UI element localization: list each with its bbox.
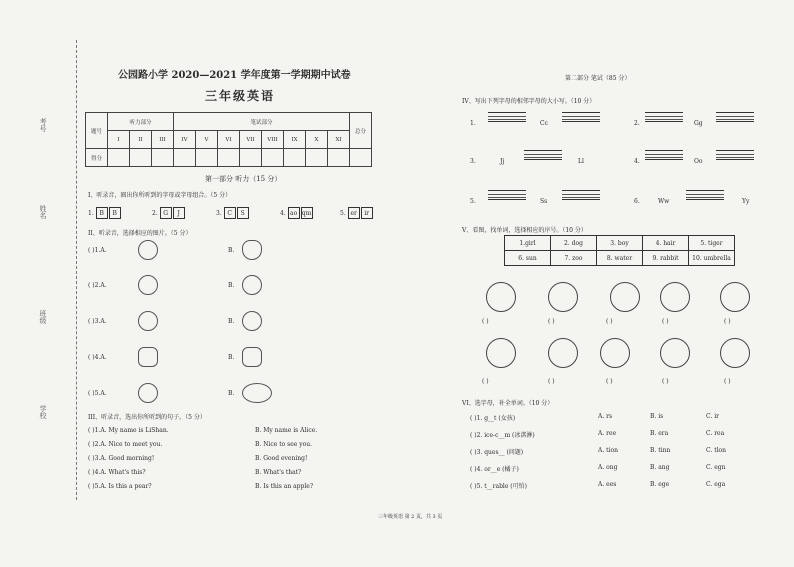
q4-num: 2. — [634, 120, 640, 127]
q3-option-a[interactable]: ( )2.A. Nice to meet you. — [88, 441, 163, 448]
q2-item-3[interactable]: ( )3.A. — [88, 318, 107, 325]
answer-paren[interactable]: ( ) — [662, 318, 669, 325]
boy-picture-icon — [486, 282, 516, 312]
q5-title: V、看图，找单词，选择相应的序号。（10 分） — [462, 227, 587, 234]
word-bank-item: 1.girl — [505, 236, 551, 251]
score-cell[interactable] — [350, 149, 372, 167]
letter-box[interactable]: ao — [288, 207, 300, 219]
word-bank-item: 9. rabbit — [643, 251, 689, 266]
eye-picture-icon — [548, 282, 578, 312]
score-col: X — [306, 131, 328, 149]
word-bank-item: 4. hair — [643, 236, 689, 251]
girl-picture-icon — [486, 338, 516, 368]
score-label-points: 得分 — [86, 149, 108, 167]
writing-lines[interactable] — [645, 112, 683, 122]
q6-option-c[interactable]: C. ega — [706, 481, 726, 488]
q6-option-a[interactable]: A. rs — [598, 413, 613, 420]
q3-option-a[interactable]: ( )3.A. Good morning! — [88, 455, 155, 462]
writing-lines[interactable] — [562, 190, 600, 200]
score-col: VII — [240, 131, 262, 149]
q2-item-2[interactable]: ( )2.A. — [88, 282, 107, 289]
side-label-exam-no: 考号 — [39, 118, 47, 132]
cat-picture-icon — [242, 275, 262, 295]
side-label-name: 姓名 — [39, 205, 47, 219]
writing-lines[interactable] — [716, 112, 754, 122]
score-col: VIII — [262, 131, 284, 149]
q1-item: 5. er ir — [340, 207, 374, 219]
score-cell[interactable] — [130, 149, 152, 167]
q6-question: ( )3. ques__ (问题) — [470, 449, 524, 456]
q1-item: 3. C S — [216, 207, 250, 219]
q2-item-4[interactable]: ( )4.A. — [88, 354, 107, 361]
q6-question: ( )2. ice-c__m (冰淇淋) — [470, 432, 535, 439]
side-label-school: 学校 — [39, 405, 47, 419]
q6-option-a[interactable]: A. ees — [598, 481, 617, 488]
word-bank-item: 2. dog — [551, 236, 597, 251]
q3-option-b[interactable]: B. Nice to see you. — [255, 441, 313, 448]
water-picture-icon — [720, 282, 750, 312]
score-col: I — [108, 131, 130, 149]
eye-picture-icon — [138, 311, 158, 331]
writing-lines[interactable] — [645, 150, 683, 160]
score-cell[interactable] — [174, 149, 196, 167]
score-label-question: 题号 — [86, 113, 108, 149]
q6-option-b[interactable]: B. ang — [650, 464, 670, 471]
score-col: XI — [328, 131, 350, 149]
q2-item-1[interactable]: ( )1.A. — [88, 247, 107, 254]
writing-lines[interactable] — [488, 112, 526, 122]
drink-picture-icon — [138, 347, 158, 367]
q6-option-c[interactable]: C. tlon — [706, 447, 726, 454]
q4-num: 4. — [634, 158, 640, 165]
answer-paren[interactable]: ( ) — [482, 318, 489, 325]
writing-lines[interactable] — [562, 112, 600, 122]
score-col: II — [130, 131, 152, 149]
q3-option-b[interactable]: B. Good evening! — [255, 455, 308, 462]
q2-b-label[interactable]: B. — [228, 282, 235, 289]
q4-title: IV、写出下列字母的相邻字母的大小写。（10 分） — [462, 98, 596, 105]
binding-dashed-line — [76, 40, 77, 500]
word-bank-item: 3. boy — [597, 236, 643, 251]
q4-num: 3. — [470, 158, 476, 165]
swan-picture-icon — [610, 282, 640, 312]
score-col: IV — [174, 131, 196, 149]
q1-item: 2. G J — [152, 207, 186, 219]
page-footer: 三年级英语 第 2 页，共 3 页 — [378, 514, 443, 520]
q6-option-b[interactable]: B. is — [650, 413, 664, 420]
letter-box[interactable]: J — [173, 207, 185, 219]
q4-num: 5. — [470, 198, 476, 205]
q6-option-b[interactable]: B. tinn — [650, 447, 671, 454]
subject-title: 三年级英语 — [205, 89, 276, 103]
word-bank-item: 5. tiger — [689, 236, 735, 251]
score-cell[interactable] — [262, 149, 284, 167]
letter-box[interactable]: B — [109, 207, 121, 219]
pear-picture-icon — [242, 240, 262, 260]
score-group-written: 笔试部分 — [174, 113, 350, 131]
q3-option-b[interactable]: B. What's that? — [255, 469, 302, 476]
q3-option-a[interactable]: ( )1.A. My name is LiShan. — [88, 427, 169, 434]
q2-b-label[interactable]: B. — [228, 354, 235, 361]
sun-picture-icon — [660, 282, 690, 312]
q6-question: ( )4. or__e (橘子) — [470, 466, 519, 473]
score-col: VI — [218, 131, 240, 149]
letter-box[interactable]: ir — [361, 207, 373, 219]
score-cell[interactable] — [240, 149, 262, 167]
q1-item: 4. ao qm — [280, 207, 314, 219]
q4-letter: Cc — [540, 120, 548, 127]
q6-option-a[interactable]: A. tion — [598, 447, 618, 454]
q6-option-b[interactable]: B. era — [650, 430, 669, 437]
q1-item: 1. B B — [88, 207, 122, 219]
word-bank-item: 7. zoo — [551, 251, 597, 266]
food-picture-icon — [242, 383, 272, 403]
face-picture-icon — [138, 275, 158, 295]
answer-paren[interactable]: ( ) — [724, 378, 731, 385]
rabbit-picture-icon — [660, 338, 690, 368]
q3-option-a[interactable]: ( )5.A. Is this a pear? — [88, 483, 152, 490]
score-cell[interactable] — [152, 149, 174, 167]
q3-option-b[interactable]: B. Is this an apple? — [255, 483, 314, 490]
score-cell[interactable] — [218, 149, 240, 167]
score-col: IX — [284, 131, 306, 149]
letter-box[interactable]: B — [96, 207, 108, 219]
q6-option-a[interactable]: A. ong — [598, 464, 618, 471]
word-bank-item: 6. sun — [505, 251, 551, 266]
side-label-class: 班级 — [39, 310, 47, 324]
word-bank-item: 8. water — [597, 251, 643, 266]
q4-letter: Jj — [500, 158, 505, 165]
q4-letter: Ww — [658, 198, 670, 205]
letter-box[interactable]: er — [348, 207, 360, 219]
score-cell[interactable] — [328, 149, 350, 167]
dog-picture-icon — [720, 338, 750, 368]
q6-title: VI、选字母，补全单词。（10 分） — [462, 400, 554, 407]
q3-title: III、听录音，选出你所听到的句子。（5 分） — [88, 414, 206, 421]
letter-box[interactable]: C — [224, 207, 236, 219]
q6-question: ( )5. t__rable (可怕) — [470, 483, 527, 490]
writing-lines[interactable] — [716, 150, 754, 160]
answer-paren[interactable]: ( ) — [482, 378, 489, 385]
q4-num: 6. — [634, 198, 640, 205]
answer-paren[interactable]: ( ) — [606, 318, 613, 325]
answer-paren[interactable]: ( ) — [548, 378, 555, 385]
score-total: 总分 — [350, 113, 372, 149]
q6-option-b[interactable]: B. ege — [650, 481, 670, 488]
q6-option-c[interactable]: C. rea — [706, 430, 725, 437]
word-bank-table — [504, 235, 735, 266]
writing-lines[interactable] — [686, 190, 724, 200]
umbrella-picture-icon — [548, 338, 578, 368]
bag-picture-icon — [242, 347, 262, 367]
q3-option-b[interactable]: B. My name is Alice. — [255, 427, 318, 434]
score-cell[interactable] — [284, 149, 306, 167]
score-cell[interactable] — [306, 149, 328, 167]
q4-letter: Oo — [694, 158, 703, 165]
writing-lines[interactable] — [488, 190, 526, 200]
q4-num: 1. — [470, 120, 476, 127]
part2-heading: 第二部分 笔试（85 分） — [565, 75, 631, 82]
q6-option-c[interactable]: C. ir — [706, 413, 719, 420]
q4-letter: Yy — [742, 198, 750, 205]
school-title: 公园路小学 2020—2021 学年度第一学期期中试卷 — [118, 70, 351, 81]
q4-letter: Ll — [578, 158, 584, 165]
score-col: V — [196, 131, 218, 149]
score-col: III — [152, 131, 174, 149]
sun-face-picture-icon — [242, 311, 262, 331]
score-cell[interactable] — [196, 149, 218, 167]
q4-letter: Ss — [540, 198, 548, 205]
word-bank-item: 10. umbrella — [689, 251, 735, 266]
answer-paren[interactable]: ( ) — [548, 318, 555, 325]
score-group-listen: 听力部分 — [108, 113, 174, 131]
q6-option-c[interactable]: C. egn — [706, 464, 726, 471]
q2-b-label[interactable]: B. — [228, 318, 235, 325]
writing-lines[interactable] — [524, 150, 562, 160]
score-cell[interactable] — [108, 149, 130, 167]
q2-b-label[interactable]: B. — [228, 390, 235, 397]
q2-b-label[interactable]: B. — [228, 247, 235, 254]
q2-title: II、听录音，选择相应的图片。（5 分） — [88, 230, 192, 237]
score-table — [85, 112, 372, 167]
answer-paren[interactable]: ( ) — [724, 318, 731, 325]
q3-option-a[interactable]: ( )4.A. What's this? — [88, 469, 146, 476]
answer-paren[interactable]: ( ) — [662, 378, 669, 385]
apple-picture-icon — [138, 240, 158, 260]
bread-picture-icon — [138, 383, 158, 403]
letter-box[interactable]: qm — [301, 207, 313, 219]
letter-box[interactable]: G — [160, 207, 172, 219]
q4-letter: Gg — [694, 120, 703, 127]
q6-question: ( )1. g__t (女孩) — [470, 415, 516, 422]
q6-option-a[interactable]: A. ree — [598, 430, 617, 437]
q2-item-5[interactable]: ( )5.A. — [88, 390, 107, 397]
answer-paren[interactable]: ( ) — [606, 378, 613, 385]
part1-heading: 第一部分 听力（15 分） — [205, 175, 282, 183]
q1-title: I、听录音，圈出你所听到的字母或字母组合。（5 分） — [88, 192, 232, 199]
tiger-picture-icon — [600, 338, 630, 368]
letter-box[interactable]: S — [237, 207, 249, 219]
